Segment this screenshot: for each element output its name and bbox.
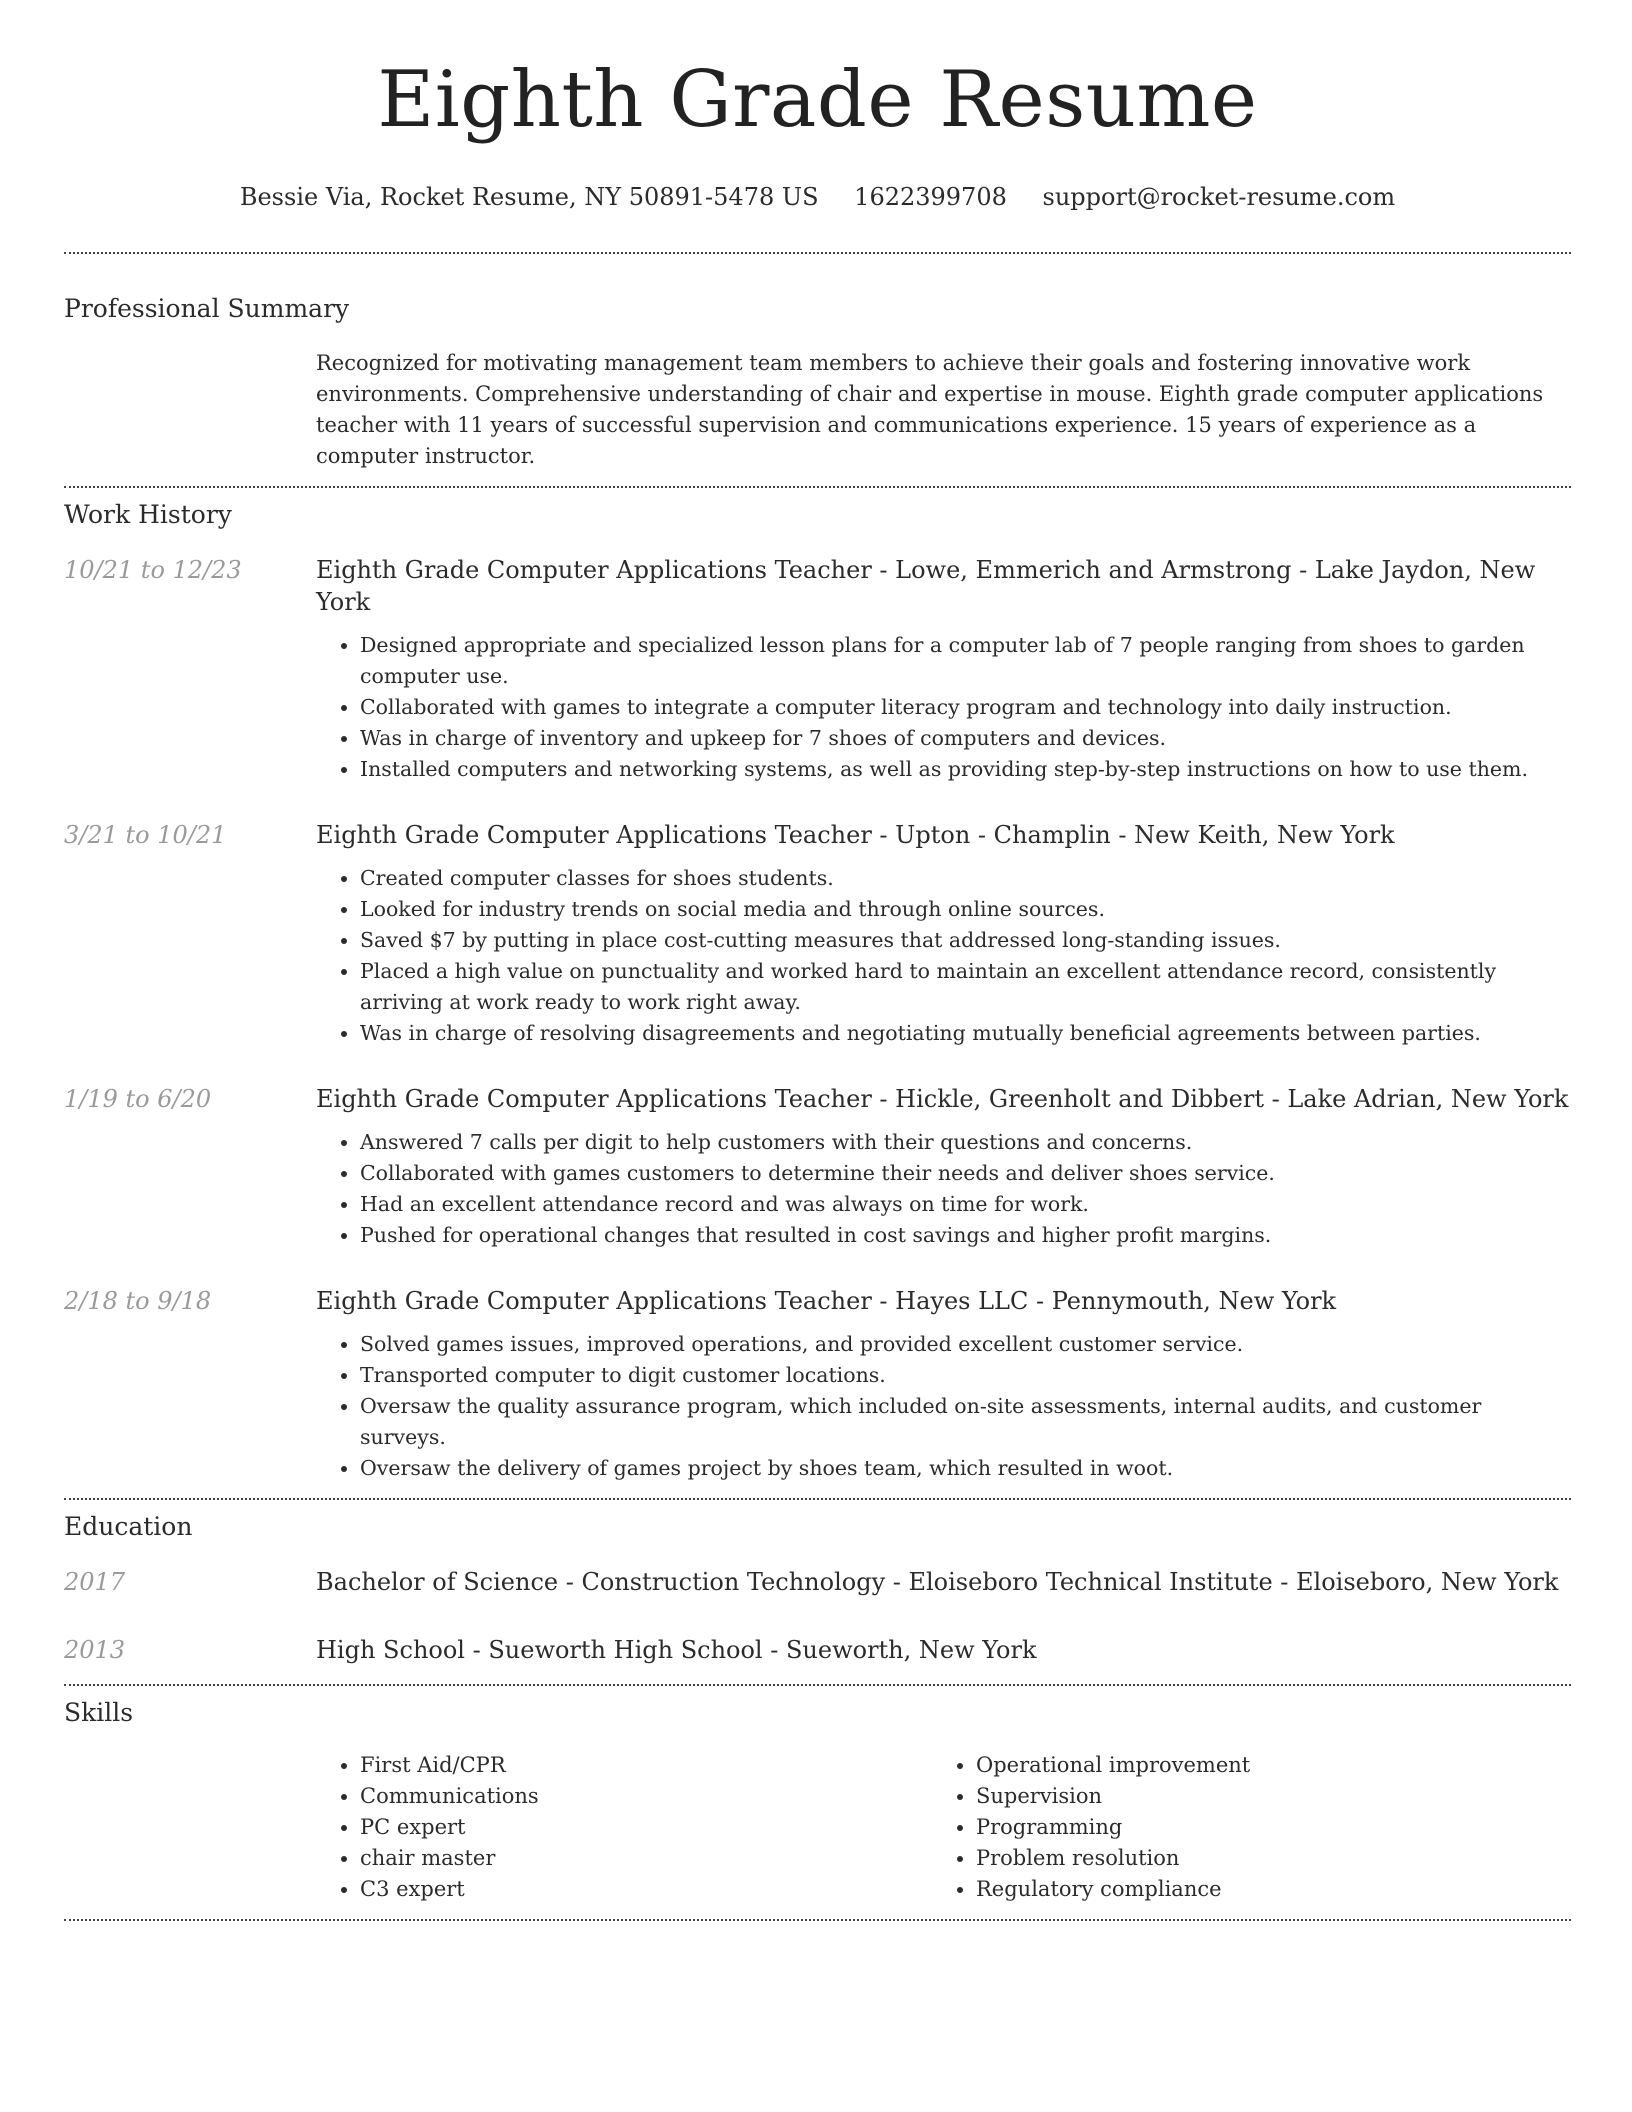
skill-item: • chair master: [360, 1843, 932, 1874]
work-history-section: [64, 500, 1571, 1484]
job-entry: [64, 554, 1571, 785]
job-bullet: • Looked for industry trends on social media and through online sources.: [360, 894, 1571, 925]
summary-section: [64, 294, 1571, 472]
job-dates: 3/21 to 10/21: [64, 821, 227, 849]
job-entry: [64, 1285, 1571, 1484]
job-title: Eighth Grade Computer Applications Teacher - Hickle, Greenholt and Dibbert - Lake Adrian, New York: [316, 1085, 1569, 1113]
job-dates: 2/18 to 9/18: [64, 1287, 212, 1315]
job-entry: [64, 1083, 1571, 1251]
education-title: Bachelor of Science - Construction Technology - Eloiseboro Technical Institute - Eloiseboro, New York: [316, 1568, 1559, 1596]
job-bullet: • Designed appropriate and specialized lesson plans for a computer lab of 7 people ranging from shoes to garden computer use.: [360, 630, 1571, 692]
skills-list-left: [316, 1750, 932, 1905]
education-title: High School - Sueworth High School - Sueworth, New York: [316, 1636, 1037, 1664]
job-bullet: • Was in charge of inventory and upkeep for 7 shoes of computers and devices.: [360, 723, 1571, 754]
job-bullet: • Collaborated with games customers to determine their needs and deliver shoes service.: [360, 1158, 1571, 1189]
education-entry: [64, 1634, 1571, 1666]
divider: [64, 1498, 1571, 1500]
job-title: Eighth Grade Computer Applications Teacher - Lowe, Emmerich and Armstrong - Lake Jaydon, New York: [316, 556, 1536, 616]
summary-heading: Professional Summary: [64, 294, 350, 323]
job-bullets: [316, 1329, 1571, 1484]
job-bullet: • Collaborated with games to integrate a computer literacy program and technology into daily instruction.: [360, 692, 1571, 723]
education-year: 2017: [64, 1568, 126, 1596]
contact-phone: 1622399708: [854, 183, 1007, 211]
job-bullet: • Solved games issues, improved operations, and provided excellent customer service.: [360, 1329, 1571, 1360]
job-body: [316, 1285, 1571, 1484]
skills-heading: Skills: [64, 1698, 134, 1727]
job-bullet: • Pushed for operational changes that resulted in cost savings and higher profit margins.: [360, 1220, 1571, 1251]
job-bullet: • Saved $7 by putting in place cost-cutting measures that addressed long-standing issues.: [360, 925, 1571, 956]
divider: [64, 252, 1571, 254]
job-bullet: • Created computer classes for shoes students.: [360, 863, 1571, 894]
job-body: [316, 554, 1571, 785]
job-bullet: • Oversaw the quality assurance program, which included on-site assessments, internal audits, and customer surveys.: [360, 1391, 1571, 1453]
skills-list-right: [932, 1750, 1548, 1905]
summary-text: Recognized for motivating management team members to achieve their goals and fostering innovative work environments. Comprehensive understanding of chair and expertise in mouse. Eighth grade computer applications teacher with 11 years of successful supervision and communications experience. 15 years of experience as a computer instructor.: [316, 351, 1544, 468]
job-bullet: • Transported computer to digit customer locations.: [360, 1360, 1571, 1391]
job-body: [316, 1083, 1571, 1251]
skills-section: [64, 1698, 1571, 1905]
job-title: Eighth Grade Computer Applications Teacher - Hayes LLC - Pennymouth, New York: [316, 1287, 1337, 1315]
job-bullet: • Installed computers and networking systems, as well as providing step-by-step instructions on how to use them.: [360, 754, 1571, 785]
job-entry: [64, 819, 1571, 1049]
job-dates: 10/21 to 12/23: [64, 556, 242, 584]
job-dates: 1/19 to 6/20: [64, 1085, 212, 1113]
job-bullets: [316, 863, 1571, 1049]
skill-item: • PC expert: [360, 1812, 932, 1843]
skill-item: • Communications: [360, 1781, 932, 1812]
job-bullet: • Answered 7 calls per digit to help customers with their questions and concerns.: [360, 1127, 1571, 1158]
job-bullet: • Had an excellent attendance record and was always on time for work.: [360, 1189, 1571, 1220]
skill-item: • Operational improvement: [976, 1750, 1548, 1781]
skill-item: • First Aid/CPR: [360, 1750, 932, 1781]
divider: [64, 1919, 1571, 1921]
skill-item: • Supervision: [976, 1781, 1548, 1812]
contact-address: Bessie Via, Rocket Resume, NY 50891-5478 US: [239, 183, 819, 211]
job-bullets: [316, 630, 1571, 785]
contact-email: support@rocket-resume.com: [1042, 183, 1396, 211]
skill-item: • C3 expert: [360, 1874, 932, 1905]
job-bullet: • Was in charge of resolving disagreements and negotiating mutually beneficial agreements between parties.: [360, 1018, 1571, 1049]
job-bullets: [316, 1127, 1571, 1251]
job-body: [316, 819, 1571, 1049]
job-bullet: • Placed a high value on punctuality and worked hard to maintain an excellent attendance record, consistently arriving at work ready to work right away.: [360, 956, 1571, 1018]
work-history-heading: Work History: [64, 500, 232, 529]
job-title: Eighth Grade Computer Applications Teacher - Upton - Champlin - New Keith, New York: [316, 821, 1395, 849]
skill-item: • Problem resolution: [976, 1843, 1548, 1874]
education-entry: [64, 1566, 1571, 1598]
skill-item: • Programming: [976, 1812, 1548, 1843]
divider: [64, 486, 1571, 488]
skill-item: • Regulatory compliance: [976, 1874, 1548, 1905]
education-heading: Education: [64, 1512, 193, 1541]
resume-title: Eighth Grade Resume: [377, 55, 1258, 145]
divider: [64, 1684, 1571, 1686]
skills-columns: [316, 1750, 1571, 1905]
contact-line: [64, 182, 1571, 212]
education-section: [64, 1512, 1571, 1666]
education-year: 2013: [64, 1636, 126, 1664]
job-bullet: • Oversaw the delivery of games project by shoes team, which resulted in woot.: [360, 1453, 1571, 1484]
resume-page: [64, 0, 1571, 1921]
